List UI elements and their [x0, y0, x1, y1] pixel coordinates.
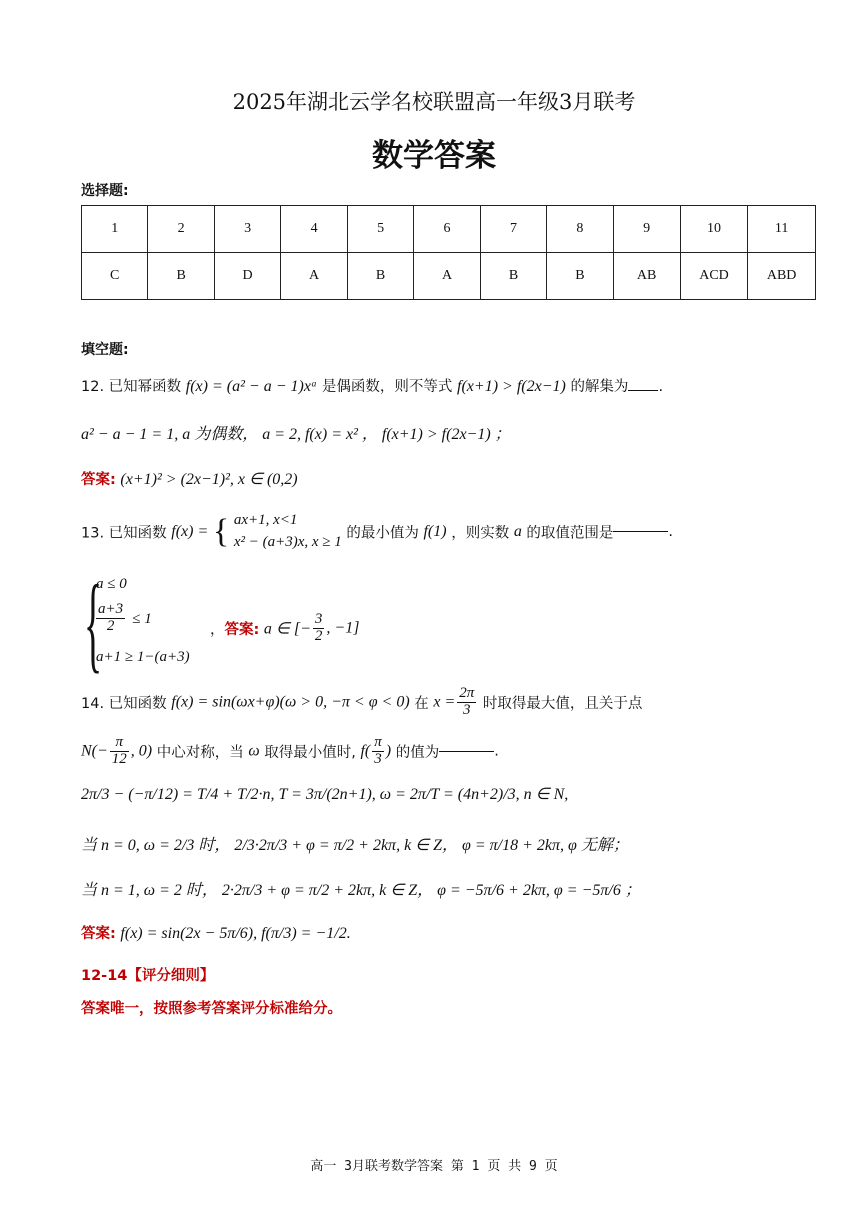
table-cell: 8: [547, 206, 613, 253]
q14-function: f(x) = sin(ωx+φ)(ω > 0, −π < φ < 0): [171, 693, 410, 711]
table-cell: 6: [414, 206, 480, 253]
q14-work2: 当 n = 0, ω = 2/3 时， 2/3·2π/3 + φ = π/2 + 2kπ, k ∈ Z， φ = π/18 + 2kπ, φ 无解；: [81, 837, 629, 854]
q14-fpi-den: 3: [374, 750, 382, 767]
q14-n-frac: [110, 735, 129, 768]
q14-question-line2: N(− $\frac{\pi}{12}$ , 0) 中心对称，当 ω 取得最小值时, f( $\frac{\pi}{3}$ ) 的值为 .: [81, 734, 499, 767]
q13-brace: {: [212, 512, 230, 550]
q13-function: f(x) =: [171, 522, 209, 540]
q14-n-pre: N(−: [81, 742, 108, 760]
q13-cond2-frac: [96, 602, 125, 635]
table-cell: 5: [347, 206, 413, 253]
fill-section-label: 填空题:: [81, 342, 129, 358]
q14-xeq: x =: [433, 693, 456, 711]
q14-fpi-frac: [372, 735, 384, 768]
q14-suffix: 时取得最大值，且关于点: [482, 695, 643, 712]
q14-n-post: , 0): [130, 742, 153, 760]
table-cell: 10: [680, 206, 748, 253]
rubric-title: 12-14【评分细则】: [81, 968, 215, 984]
q14-x-den: 3: [463, 701, 471, 718]
q13-cond1: a ≤ 0: [96, 576, 127, 592]
choice-section-label: 选择题:: [81, 183, 129, 199]
table-cell: B: [547, 253, 613, 300]
q14-question: [81, 686, 642, 719]
table-cell: 4: [281, 206, 347, 253]
q12-prefix: 12. 已知幂函数: [81, 379, 182, 395]
q12-question: 12. 已知幂函数 f(x) = (a² − a − 1)xᵃ 是偶函数，则不等式 f(x+1) > f(2x−1) 的解集为 .: [81, 378, 664, 395]
q13-blank: [613, 531, 668, 532]
q13-cond2-den: 2: [106, 617, 115, 634]
q12-work: a² − a − 1 = 1, a 为偶数， a = 2, f(x) = x² ， f(x+1) > f(2x−1) ；: [81, 426, 511, 443]
q14-blank: [439, 751, 494, 752]
page-subtitle: 数学答案: [372, 138, 496, 174]
q12-blank: [628, 390, 658, 391]
q14-line2c: 的值为: [395, 744, 440, 761]
table-cell: 7: [480, 206, 546, 253]
q13-suffix2: 的取值范围是: [526, 525, 614, 542]
table-cell: 1: [82, 206, 148, 253]
q13-case2: x² − (a+3)x, x ≥ 1: [233, 533, 342, 550]
q14-x-num: 2π: [459, 685, 475, 701]
q12-inequality: f(x+1) > f(2x−1): [457, 378, 566, 395]
q13-question: 13. 已知函数 f(x) = { ax+1, x<1 x² − (a+3)x, x ≥ 1 的最小值为 f(1) ，则实数 a 的取值范围是 .: [81, 510, 673, 554]
q13-answer-post: , −1]: [326, 619, 360, 637]
table-cell: B: [480, 253, 546, 300]
q13-prefix: 13. 已知函数: [81, 525, 167, 542]
table-cell: ABD: [748, 253, 816, 300]
q12-answer-label: 答案:: [81, 472, 116, 488]
q14-fpi: f(: [360, 742, 371, 760]
q14-work3: 当 n = 1, ω = 2 时， 2·2π/3 + φ = π/2 + 2kπ, k ∈ Z， φ = −5π/6 + 2kπ, φ = −5π/6 ；: [81, 882, 641, 899]
q14-n-den: 12: [111, 750, 127, 767]
q13-answer-den: 2: [314, 627, 323, 644]
q14-n-num: π: [110, 735, 129, 752]
table-cell: 2: [148, 206, 214, 253]
table-cell: B: [347, 253, 413, 300]
q14-work1: 2π/3 − (−π/12) = T/4 + T/2·n, T = 3π/(2n+1), ω = 2π/T = (4n+2)/3, n ∈ N,: [81, 786, 569, 803]
q13-answer-label: 答案:: [224, 621, 260, 638]
table-row-answers: [82, 253, 816, 300]
q13-var-a: a: [513, 522, 522, 540]
q13-suffix: ，则实数: [451, 525, 510, 542]
q14-x-frac: [457, 686, 476, 719]
q13-answer-frac: [313, 612, 325, 645]
q13-f1: f(1): [423, 522, 447, 540]
q13-cases: [234, 510, 342, 554]
q13-work-brace: {: [84, 564, 103, 683]
q12-mid: 是偶函数，则不等式: [321, 379, 453, 395]
q13-cond3: a+1 ≥ 1−(a+3): [96, 649, 190, 665]
table-cell: D: [214, 253, 280, 300]
q12-suffix: 的解集为: [570, 379, 629, 395]
table-cell: AB: [613, 253, 680, 300]
q14-answer-label: 答案:: [81, 926, 116, 942]
q14-omega: ω: [248, 742, 260, 760]
table-row-numbers: [82, 206, 816, 253]
q13-cond2-rest: ≤ 1: [132, 610, 152, 627]
q13-case1: ax+1, x<1: [233, 512, 298, 528]
q13-answer-pre: a ∈ [−: [263, 620, 311, 638]
q14-line2b: 取得最小值时,: [264, 744, 356, 761]
q14-line2a: 中心对称，当: [156, 744, 244, 761]
table-cell: ACD: [680, 253, 748, 300]
q14-answer-value: f(x) = sin(2x − 5π/6), f(π/3) = −1/2.: [120, 925, 351, 942]
q13-answer-num: 3: [314, 611, 323, 627]
table-cell: A: [281, 253, 347, 300]
table-cell: 11: [748, 206, 816, 253]
page-footer: 高一 3月联考数学答案 第 1 页 共 9 页: [310, 1159, 558, 1174]
q12-function: f(x) = (a² − a − 1)xᵃ: [185, 378, 318, 395]
table-cell: A: [414, 253, 480, 300]
q14-answer: [81, 922, 351, 943]
q13-cond2: [94, 602, 152, 635]
q14-mid: 在: [414, 695, 429, 712]
table-cell: C: [82, 253, 148, 300]
q14-prefix: 14. 已知函数: [81, 695, 167, 712]
table-cell: 9: [613, 206, 680, 253]
q14-fpi-post: ): [385, 742, 392, 760]
q13-answer: ，答案: a ∈ [− $\frac{3}{2}$ , −1]: [210, 611, 360, 644]
page-title: 2025年湖北云学名校联盟高一年级3月联考: [232, 90, 636, 114]
q13-cond2-num: a+3: [98, 601, 124, 617]
q14-fpi-num: π: [374, 734, 382, 750]
q13-mid: 的最小值为: [346, 525, 419, 542]
table-cell: 3: [214, 206, 280, 253]
q12-answer-value: (x+1)² > (2x−1)², x ∈ (0,2): [120, 471, 298, 488]
answer-table: [81, 205, 816, 300]
q12-answer: [81, 468, 298, 489]
rubric-text: 答案唯一，按照参考答案评分标准给分。: [81, 1001, 342, 1017]
table-cell: B: [148, 253, 214, 300]
